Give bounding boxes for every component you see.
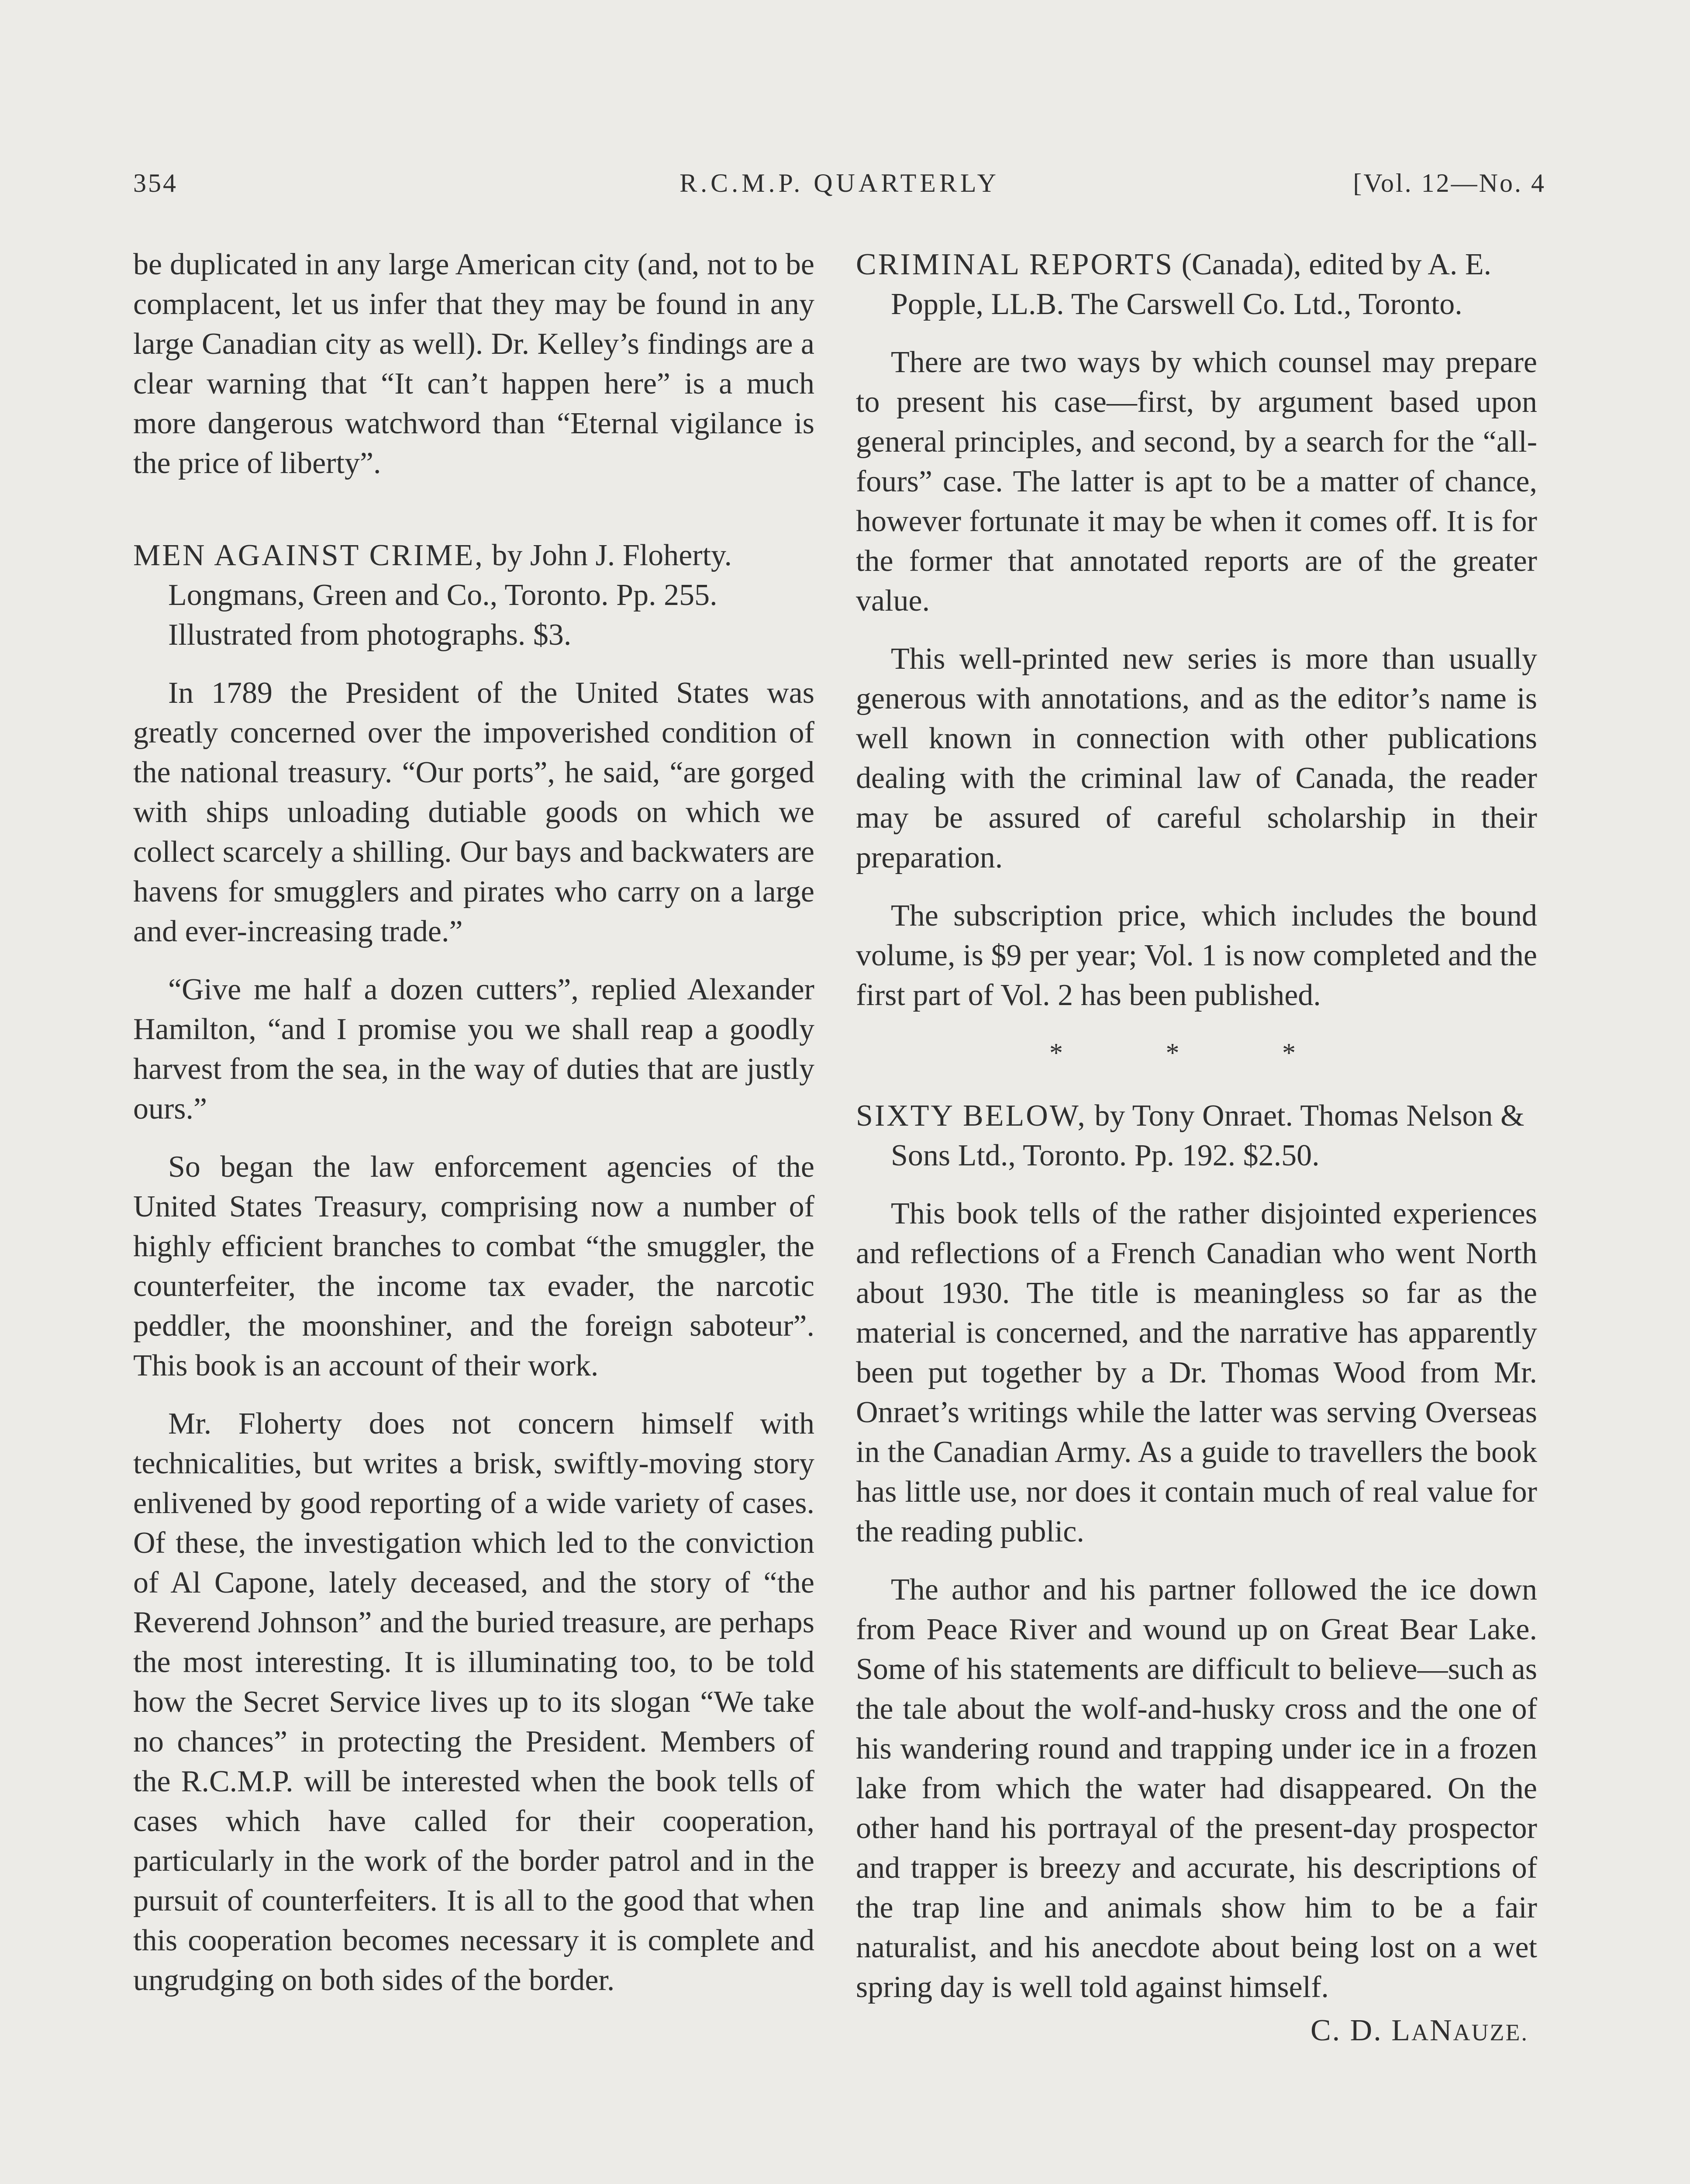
book-title: SIXTY BELOW, — [856, 1099, 1087, 1133]
page-number: 354 — [133, 169, 178, 197]
review-heading-criminal-reports — [856, 245, 1537, 324]
review-paragraph: So began the law enforcement agencies of the United States Treasury, comprising now a number of highly efficient branches to combat “the smuggler, the counterfeiter, the income tax evader, the narcotic peddler, the moonshiner, and the foreign saboteur”. This book is an account of their work. — [133, 1150, 814, 1382]
review-paragraph: The author and his partner followed the ice down from Peace River and wound up on Great Bear Lake. Some of his statements are difficult to believe—such as the tale about the wolf-and-husky cross and the one of his wandering round and trapping under ice in a frozen lake from which the water had disappeared. On the other hand his portrayal of the present-day prospector and trapper is breezy and accurate, his descriptions of the trap line and animals show him to be a fair naturalist, and his anecdote about being lost on a wet spring day is well told against himself. — [856, 1573, 1537, 2004]
review-paragraph: This well-printed new series is more than usually generous with annotations, and as the editor’s name is well known in connection with other publications dealing with the criminal law of Canada, the reader may be assured of careful scholarship in their preparation. — [856, 642, 1537, 874]
continued-paragraph: be duplicated in any large American city (and, not to be complacent, let us infer that they may be found in any large Canadian city as well). Dr. Kelley’s findings are a clear warning that “It can’t happen here” is a much more dangerous watchword than “Eternal vigilance is the price of liberty”. — [133, 248, 814, 480]
signature-part: N — [1429, 2014, 1453, 2047]
review-paragraph: There are two ways by which counsel may prepare to present his case—first, by argument based upon general principles, and second, by a search for the “all-fours” case. The latter is apt to be a matter of chance, however fortunate it may be when it comes off. It is for the former that annotated reports are of the greater value. — [856, 346, 1537, 618]
signature-part: A — [1411, 2019, 1430, 2046]
book-details: (Canada), edited by A. E. Popple, LL.B. The Carswell Co. Ltd., Toronto. — [891, 248, 1492, 321]
book-title: CRIMINAL REPORTS — [856, 248, 1174, 281]
reviewer-signature — [856, 2011, 1537, 2053]
volume-issue: [Vol. 12—No. 4 — [1353, 169, 1546, 197]
review-heading-sixty-below — [856, 1096, 1537, 1175]
left-column — [133, 245, 814, 2018]
review-paragraph: This book tells of the rather disjointed experiences and reflections of a French Canadian who went North about 1930. The title is meaningless so far as the material is concerned, and the narrative has apparently been put together by a Dr. Thomas Wood from Mr. Onraet’s writings while the latter was serving Overseas in the Canadian Army. As a guide to travellers the book has little use, nor does it contain much of real value for the reading public. — [856, 1197, 1537, 1548]
review-paragraph: In 1789 the President of the United States was greatly concerned over the impoverished condition of the national treasury. “Our ports”, he said, “are gorged with ships unloading dutiable goods on which we collect scarcely a shilling. Our bays and backwaters are havens for smugglers and pirates who carry on a large and ever-increasing trade.” — [133, 676, 814, 948]
section-separator: * * * — [1049, 1038, 1344, 1068]
book-details: by Tony Onraet. Thomas Nelson & Sons Ltd., Toronto. Pp. 192. $2.50. — [891, 1099, 1524, 1172]
right-column — [856, 245, 1537, 2053]
review-paragraph: The subscription price, which includes the bound volume, is $9 per year; Vol. 1 is now completed and the first part of Vol. 2 has been published. — [856, 899, 1537, 1012]
review-paragraph: Mr. Floherty does not concern himself with technicalities, but writes a brisk, swiftly-moving story enlivened by good reporting of a wide variety of cases. Of these, the investigation which led to the conviction of Al Capone, lately deceased, and the story of “the Reverend Johnson” and the buried treasure, are perhaps the most interesting. It is illuminating too, to be told how the Secret Service lives up to its slogan “We take no chances” in protecting the President. Members of the R.C.M.P. will be interested when the book tells of cases which have called for their cooperation, particularly in the work of the border patrol and in the pursuit of counterfeiters. It is all to the good that when this cooperation becomes necessary it is complete and ungrudging on both sides of the border. — [133, 1407, 814, 1997]
review-heading-men-against-crime — [133, 536, 814, 655]
review-paragraph: “Give me half a dozen cutters”, replied Alexander Hamilton, “and I promise you we shall reap a goodly harvest from the sea, in the way of duties that are justly ours.” — [133, 973, 814, 1126]
book-details: by John J. Floherty. Longmans, Green and Co., Toronto. Pp. 255. Illustrated from photographs. $3. — [168, 539, 732, 652]
book-title: MEN AGAINST CRIME, — [133, 539, 484, 572]
signature-part: C. D. L — [1310, 2014, 1411, 2047]
signature-part: AUZE. — [1453, 2019, 1528, 2046]
journal-title: R.C.M.P. QUARTERLY — [679, 169, 1000, 197]
running-head — [133, 168, 1546, 207]
